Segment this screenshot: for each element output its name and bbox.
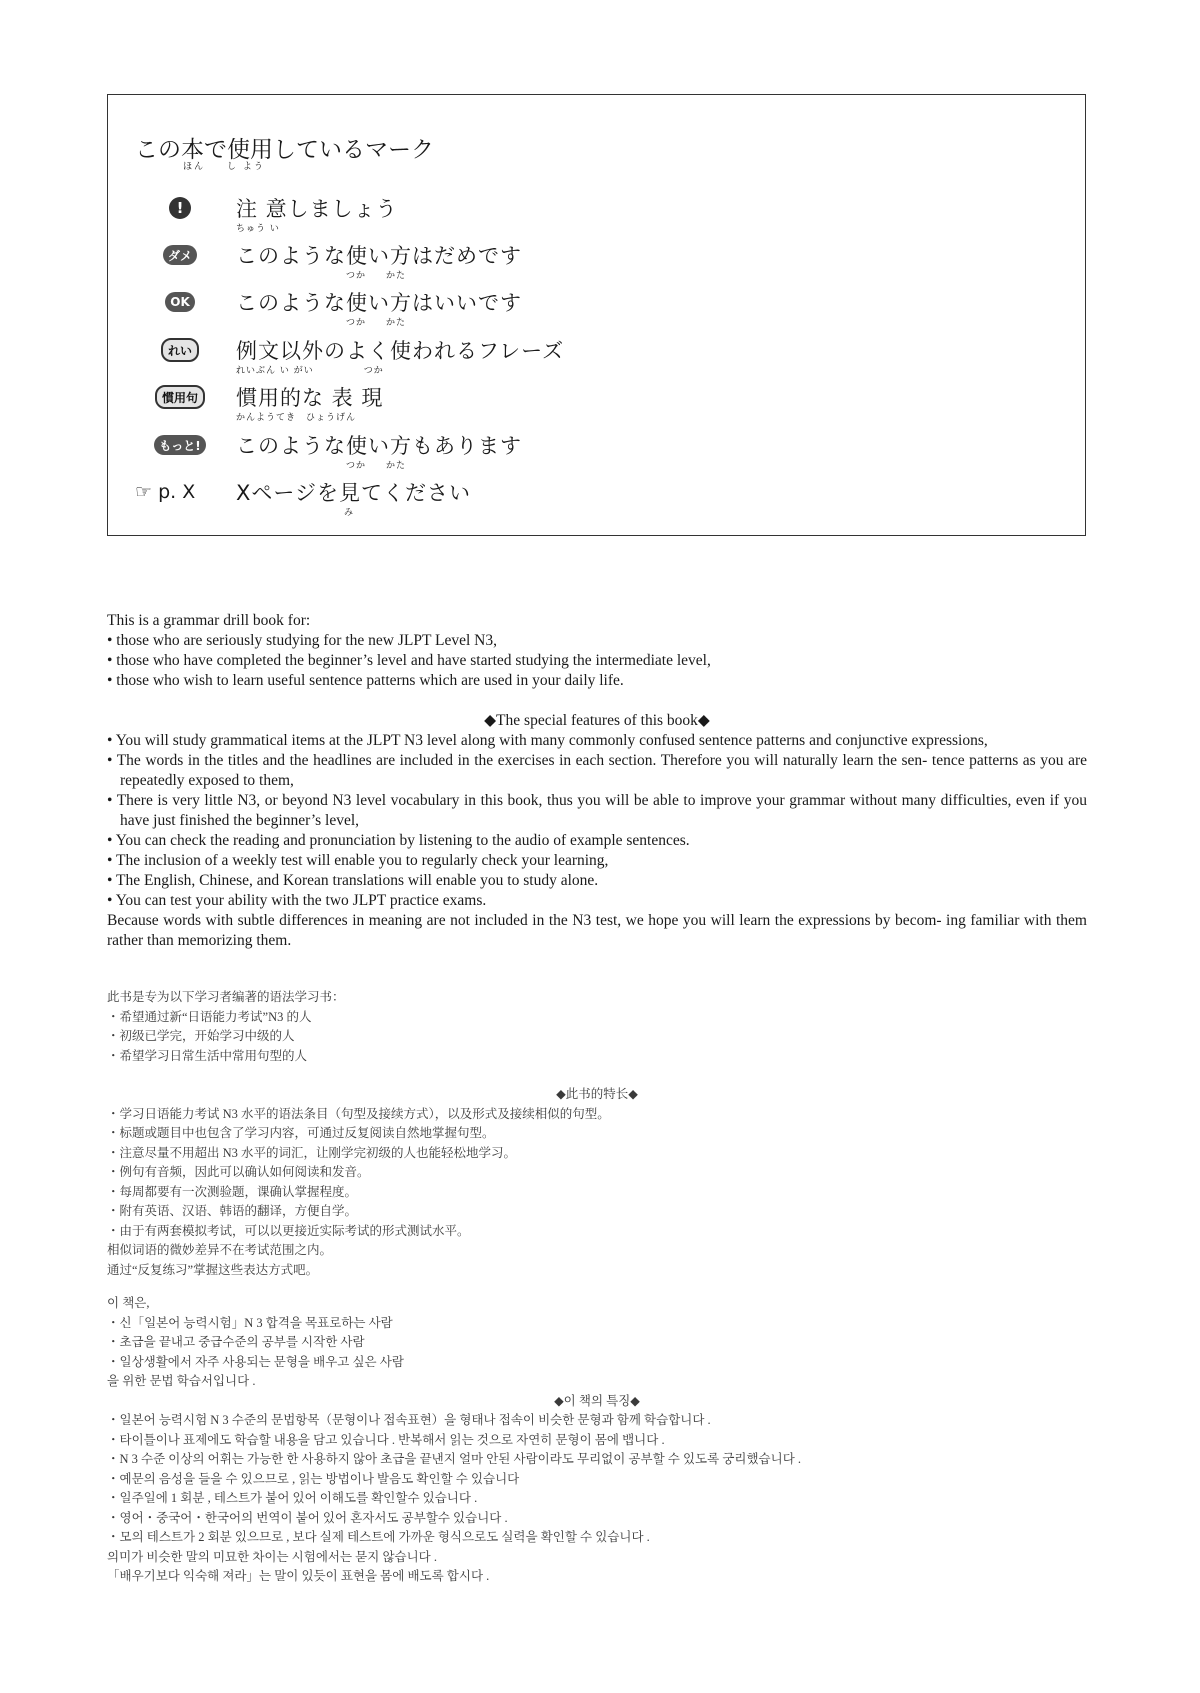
korean-closing: 「배우기보다 익숙해 져라」는 말이 있듯이 표현을 몸에 배도록 합시다 . (107, 1569, 490, 1583)
english-closing: Because words with subtle differences in meaning are not included in the N3 test, we hope you will learn the expressions by becom- ing familiar with them rather than memorizing them. (107, 912, 1087, 949)
mark-text: 慣用的な 表 現 (236, 386, 384, 410)
mark-text: 注 意しましょう (236, 197, 398, 221)
mark-ruby: ちゅう い (236, 224, 280, 234)
mark-ruby: れいぶん い がい つか (236, 366, 384, 376)
mark-row-rei (108, 335, 1085, 375)
mark-row-page-ref (108, 477, 1085, 517)
ok-icon: OK (163, 291, 197, 313)
mark-ruby: つか かた (346, 271, 407, 281)
korean-feature: ・모의 테스트가 2 회분 있으므로 , 보다 실제 테스트에 가까운 형식으로도 실력을 확인할 수 있습니다 . (107, 1530, 650, 1544)
english-target: • those who wish to learn useful sentence patterns which are used in your daily life. (107, 672, 624, 689)
chinese-features-heading: ◆此书的特长◆ (556, 1087, 638, 1101)
english-feature: • The words in the titles and the headlines are included in the exercises in each section. Therefore you will naturally learn the sen- tence patterns as you are repeatedly exposed to them, (107, 752, 1087, 789)
korean-target: ・초급을 끝내고 중급수준의 공부를 시작한 사람 (107, 1335, 365, 1349)
mark-text: このような使い方はだめです (236, 244, 522, 268)
mark-text: このような使い方はいいです (236, 291, 522, 315)
dame-icon: ダメ (163, 244, 197, 266)
korean-feature: ・N 3 수준 이상의 어휘는 가능한 한 사용하지 않아 초급을 끝낸지 얼마 안된 사람이라도 무리없이 공부할 수 있도록 궁리했습니다 . (107, 1452, 802, 1466)
mark-row-caution (108, 193, 1085, 233)
marks-title: この本で使用しているマーク (135, 137, 434, 163)
korean-features-heading: ◆이 책의 특징◆ (554, 1393, 640, 1408)
mark-ruby: つか かた (346, 461, 407, 471)
english-section (107, 611, 1087, 951)
english-features-heading: ◆The special features of this book◆ (484, 712, 710, 729)
chinese-section (107, 988, 1087, 1280)
chinese-target: ・希望通过新“日语能力考试”N3 的人 (107, 1009, 312, 1024)
chinese-closing: 相似词语的微妙差异不在考试范围之内。 (107, 1243, 333, 1257)
korean-target: ・신「일본어 능력시험」N 3 합격을 목표로하는 사람 (107, 1315, 393, 1330)
korean-feature: ・예문의 음성을 들을 수 있으므로 , 읽는 방법이나 발음도 확인할 수 있습니다 (107, 1471, 520, 1486)
korean-closing: 의미가 비슷한 말의 미묘한 차이는 시험에서는 묻지 않습니다 . (107, 1549, 438, 1564)
pointing-hand-icon: ☞ p. X (135, 481, 196, 503)
korean-target: ・일상생활에서 자주 사용되는 문형을 배우고 싶은 사람 (107, 1354, 404, 1369)
chinese-intro: 此书是专为以下学习者编著的语法学习书： (107, 990, 345, 1004)
korean-feature: ・일주일에 1 회분 , 테스트가 붙어 있어 이해도를 확인할수 있습니다 . (107, 1491, 478, 1505)
english-feature: • There is very little N3, or beyond N3 level vocabulary in this book, thus you will be able to improve your grammar without many difficulties, even if you have just finished the beginner’s level, (107, 792, 1087, 829)
mark-text: Xページを見てください (236, 481, 471, 505)
mark-ruby: つか かた (346, 318, 407, 328)
chinese-feature: ・每周都要有一次测验题，课确认掌握程度。 (107, 1184, 358, 1199)
korean-feature: ・일본어 능력시험 N 3 수준의 문법항목（문형이나 접속표현）을 형태나 접속이 비슷한 문형과 함께 학습합니다 . (107, 1413, 711, 1427)
korean-section (107, 1294, 1087, 1587)
mark-text: このような使い方もあります (236, 434, 522, 458)
kanyouku-icon: 慣用句 (138, 386, 222, 408)
chinese-closing: 通过“反复练习”掌握这些表达方式吧。 (107, 1262, 319, 1277)
motto-icon: もっと! (138, 434, 222, 456)
korean-target-tail: 을 위한 문법 학습서입니다 . (107, 1374, 256, 1388)
exclamation-icon: ! (163, 197, 197, 219)
mark-text: 例文以外のよく使われるフレーズ (236, 339, 565, 363)
marks-title-ruby: ほん し よう (183, 162, 265, 172)
korean-feature: ・영어・중국어・한국어의 번역이 붙어 있어 혼자서도 공부할수 있습니다 . (107, 1510, 508, 1525)
english-feature: • The English, Chinese, and Korean translations will enable you to study alone. (107, 872, 599, 889)
chinese-feature: ・标题或题目中也包含了学习内容，可通过反复阅读自然地掌握句型。 (107, 1126, 495, 1140)
english-feature: • You will study grammatical items at the JLPT N3 level along with many commonly confused sentence patterns and conjunctive expressions, (107, 732, 988, 749)
english-feature: • You can test your ability with the two JLPT practice exams. (107, 892, 487, 909)
rei-icon: れい (163, 339, 197, 361)
chinese-feature: ・附有英语、汉语、韩语的翻译，方便自学。 (107, 1204, 358, 1218)
chinese-feature: ・学习日语能力考试 N3 水平的语法条目（句型及接续方式），以及形式及接续相似的句型。 (107, 1106, 610, 1121)
english-feature: • You can check the reading and pronunciation by listening to the audio of example sentences. (107, 832, 690, 849)
english-feature: • The inclusion of a weekly test will enable you to regularly check your learning, (107, 852, 609, 869)
chinese-feature: ・注意尽量不用超出 N3 水平的词汇，让刚学完初级的人也能轻松地学习。 (107, 1145, 517, 1160)
marks-legend-box (107, 94, 1086, 536)
mark-row-kanyouku (108, 382, 1085, 422)
mark-row-dame (108, 240, 1085, 280)
english-intro: This is a grammar drill book for: (107, 612, 311, 629)
english-target: • those who are seriously studying for the new JLPT Level N3, (107, 632, 497, 649)
english-target: • those who have completed the beginner’s level and have started studying the intermediate level, (107, 652, 711, 669)
chinese-feature: ・由于有两套模拟考试，可以以更接近实际考试的形式测试水平。 (107, 1223, 470, 1238)
mark-ruby: かんようてき ひょうげん (236, 413, 357, 423)
chinese-target: ・初级已学完，开始学习中级的人 (107, 1029, 295, 1043)
korean-feature: ・타이틀이나 표제에도 학습할 내용을 담고 있습니다 . 반복해서 읽는 것으로 자연히 문형이 몸에 뱁니다 . (107, 1432, 665, 1447)
mark-row-ok (108, 287, 1085, 327)
chinese-target: ・希望学习日常生活中常用句型的人 (107, 1048, 308, 1063)
mark-row-motto (108, 430, 1085, 470)
korean-intro: 이 책은, (107, 1296, 150, 1310)
mark-ruby: み (344, 508, 355, 518)
chinese-feature: ・例句有音频，因此可以确认如何阅读和发音。 (107, 1165, 370, 1179)
